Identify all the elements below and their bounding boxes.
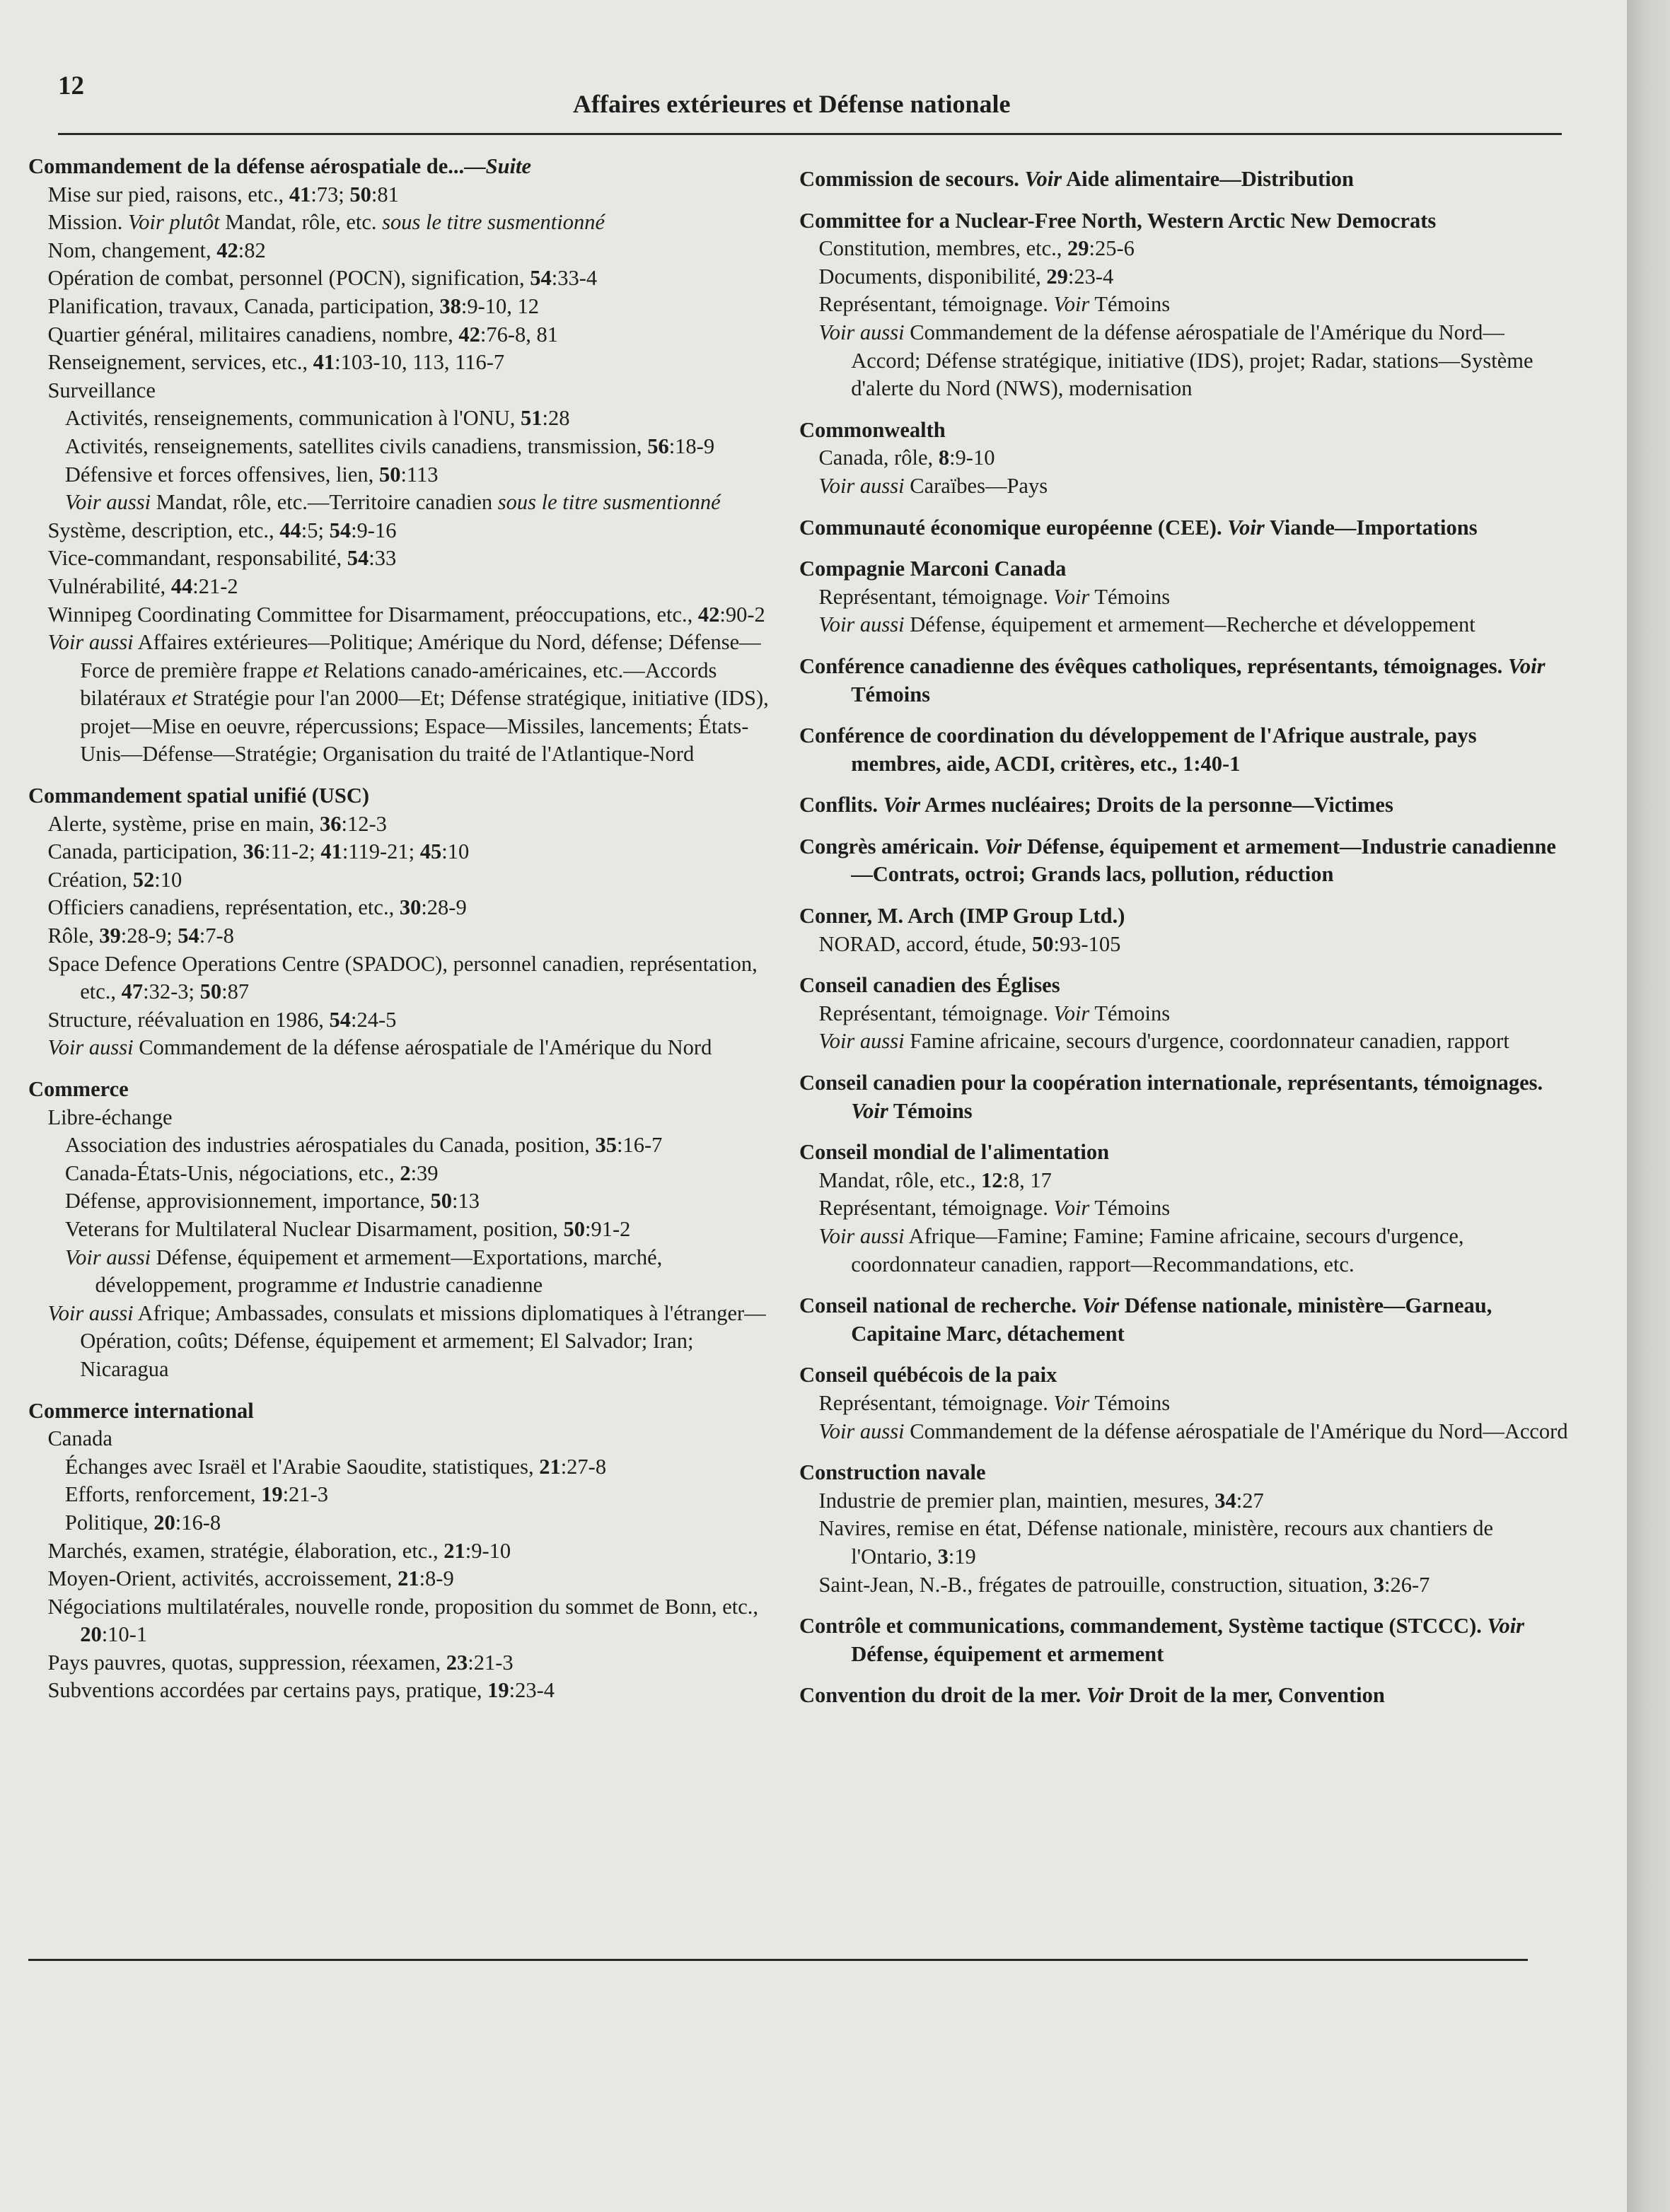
index-subentry: Mise sur pied, raisons, etc., 41:73; 50:81: [47, 182, 399, 206]
index-entry: [799, 1292, 1570, 1348]
page-number: 12: [58, 71, 84, 100]
index-subentry: Canada: [47, 1426, 112, 1451]
index-column-right: [799, 165, 1570, 1723]
index-subentry: Constitution, membres, etc., 29:25-6: [818, 236, 1135, 261]
index-subentry: Création, 52:10: [47, 867, 182, 892]
index-subentry: Alerte, système, prise en main, 36:12-3: [47, 811, 387, 836]
index-subentry: Officiers canadiens, représentation, etc., 30:28-9: [47, 895, 467, 920]
index-subsubentry: Politique, 20:16-8: [64, 1510, 221, 1535]
index-subentry: Documents, disponibilité, 29:23-4: [818, 264, 1114, 289]
index-entry: [28, 782, 778, 1062]
index-entry: [799, 1069, 1570, 1125]
index-subsubentry: Voir aussi Mandat, rôle, etc.—Territoire canadien sous le titre susmentionné: [64, 490, 721, 515]
index-subentry: Négociations multilatérales, nouvelle ronde, proposition du sommet de Bonn, etc., 20:10-1: [47, 1594, 759, 1647]
index-entry: [799, 207, 1570, 403]
index-entry: [28, 153, 778, 769]
index-subentry: Space Defence Operations Centre (SPADOC), personnel canadien, représentation, etc., 47:32-3; 50:87: [47, 951, 758, 1004]
index-column-left: [28, 153, 778, 1718]
index-entry: [799, 1459, 1570, 1599]
index-subentry: Marchés, examen, stratégie, élaboration, etc., 21:9-10: [47, 1538, 511, 1563]
index-subsubentry: Efforts, renforcement, 19:21-3: [64, 1482, 328, 1507]
index-subentry: Voir aussi Famine africaine, secours d'urgence, coordonnateur canadien, rapport: [818, 1029, 1509, 1054]
footer-rule: [28, 1959, 1528, 1961]
index-heading: Conseil national de recherche. Voir Défense nationale, ministère—Garneau, Capitaine Marc, détachement: [799, 1293, 1492, 1346]
index-heading: Conférence canadienne des évêques catholiques, représentants, témoignages. Voir Témoins: [799, 653, 1546, 706]
index-entry: [799, 555, 1570, 639]
index-entry: [799, 1682, 1570, 1710]
index-subsubentry: Activités, renseignements, communication à l'ONU, 51:28: [64, 406, 570, 431]
index-subentry: Industrie de premier plan, maintien, mesures, 34:27: [818, 1488, 1264, 1513]
index-subentry: Renseignement, services, etc., 41:103-10, 113, 116-7: [47, 350, 505, 375]
running-head: Affaires extérieures et Défense nationale: [573, 90, 1011, 118]
index-subentry: Vulnérabilité, 44:21-2: [47, 574, 238, 598]
index-entry: [799, 1139, 1570, 1279]
index-subsubentry: Veterans for Multilateral Nuclear Disarmament, position, 50:91-2: [64, 1216, 631, 1241]
index-heading: Commandement de la défense aérospatiale de...—Suite: [28, 154, 532, 178]
index-heading: Contrôle et communications, commandement, Système tactique (STCCC). Voir Défense, équipement et armement: [799, 1614, 1525, 1666]
index-heading: Conner, M. Arch (IMP Group Ltd.): [799, 904, 1125, 929]
index-heading: Conseil canadien pour la coopération internationale, représentants, témoignages. Voir Témoins: [799, 1071, 1543, 1123]
index-subentry: Rôle, 39:28-9; 54:7-8: [47, 924, 234, 948]
index-subsubentry: Activités, renseignements, satellites civils canadiens, transmission, 56:18-9: [64, 433, 715, 458]
index-subsubentry: Voir aussi Défense, équipement et armement—Exportations, marché, développement, programme et Industrie canadienne: [64, 1245, 663, 1298]
index-entry: [799, 1361, 1570, 1445]
index-entry: [799, 833, 1570, 889]
index-subsubentry: Canada-États-Unis, négociations, etc., 2:39: [64, 1160, 439, 1185]
index-subsubentry: Défense, approvisionnement, importance, 50:13: [64, 1189, 480, 1213]
index-subentry: Opération de combat, personnel (POCN), signification, 54:33-4: [47, 266, 598, 291]
index-heading: Convention du droit de la mer. Voir Droit de la mer, Convention: [799, 1683, 1385, 1708]
index-subentry: Représentant, témoignage. Voir Témoins: [818, 1390, 1171, 1415]
index-subentry: Représentant, témoignage. Voir Témoins: [818, 584, 1171, 609]
index-subentry: NORAD, accord, étude, 50:93-105: [818, 931, 1121, 956]
index-subentry: Voir aussi Afrique; Ambassades, consulats et missions diplomatiques à l'étranger—Opération, coûts; Défense, équipement et armement; El Salvador; Iran; Nicaragua: [47, 1300, 766, 1381]
index-heading: Commerce international: [28, 1398, 254, 1423]
index-subentry: Représentant, témoignage. Voir Témoins: [818, 1196, 1171, 1221]
index-subentry: Voir aussi Commandement de la défense aérospatiale de l'Amérique du Nord—Accord: [818, 1419, 1568, 1443]
index-subsubentry: Défensive et forces offensives, lien, 50:113: [64, 462, 439, 487]
index-heading: Commission de secours. Voir Aide alimentaire—Distribution: [799, 167, 1355, 191]
index-subentry: Structure, réévaluation en 1986, 54:24-5: [47, 1007, 397, 1032]
index-subentry: Voir aussi Défense, équipement et armement—Recherche et développement: [818, 612, 1475, 637]
index-subentry: Libre-échange: [47, 1105, 173, 1129]
index-subentry: Surveillance: [47, 378, 156, 402]
index-subentry: Quartier général, militaires canadiens, nombre, 42:76-8, 81: [47, 322, 559, 347]
index-subentry: Voir aussi Affaires extérieures—Politique; Amérique du Nord, défense; Défense—Force de première frappe et Relations canado-américaines, etc.—Accords bilatéraux et Stratégie pour l'an 2000—Et; Défense stratégique, initiative (IDS), projet—Mise en oeuvre, répercussions; Espace—Missiles, lancements; États-Unis—Défense—Stratégie; Organisation du traité de l'Atlantique-Nord: [47, 630, 769, 767]
index-entry: [799, 902, 1570, 958]
page-edge: [1627, 0, 1670, 2212]
index-subentry: Subventions accordées par certains pays, pratique, 19:23-4: [47, 1678, 555, 1703]
index-subentry: Pays pauvres, quotas, suppression, réexamen, 23:21-3: [47, 1650, 514, 1675]
index-heading: Conseil québécois de la paix: [799, 1363, 1057, 1387]
index-entry: [28, 1076, 778, 1384]
index-subentry: Voir aussi Commandement de la défense aérospatiale de l'Amérique du Nord: [47, 1035, 712, 1060]
index-heading: Construction navale: [799, 1460, 986, 1485]
index-entry: [799, 165, 1570, 194]
index-heading: Conférence de coordination du développement de l'Afrique australe, pays membres, aide, ACDI, critères, etc., 1:40-1: [799, 723, 1477, 776]
index-heading: Commerce: [28, 1077, 129, 1101]
index-subentry: Navires, remise en état, Défense nationale, ministère, recours aux chantiers de l'Ontario, 3:19: [818, 1516, 1494, 1568]
header-rule: [58, 133, 1562, 135]
index-heading: Committee for a Nuclear-Free North, Western Arctic New Democrats: [799, 208, 1437, 233]
index-subentry: Mandat, rôle, etc., 12:8, 17: [818, 1168, 1052, 1192]
index-entry: [799, 514, 1570, 542]
index-heading: Congrès américain. Voir Défense, équipement et armement—Industrie canadienne—Contrats, octroi; Grands lacs, pollution, réduction: [799, 834, 1556, 887]
index-entry: [28, 1397, 778, 1706]
index-subsubentry: Échanges avec Israël et l'Arabie Saoudite, statistiques, 21:27-8: [64, 1454, 607, 1479]
index-heading: Commonwealth: [799, 417, 946, 442]
index-heading: Conseil canadien des Églises: [799, 973, 1060, 998]
index-subentry: Mission. Voir plutôt Mandat, rôle, etc. sous le titre susmentionné: [47, 210, 605, 235]
index-heading: Conflits. Voir Armes nucléaires; Droits de la personne—Victimes: [799, 793, 1393, 817]
index-entry: [799, 417, 1570, 501]
index-subentry: Représentant, témoignage. Voir Témoins: [818, 292, 1171, 317]
index-entry: [799, 653, 1570, 709]
index-subentry: Vice-commandant, responsabilité, 54:33: [47, 546, 397, 571]
index-heading: Commandement spatial unifié (USC): [28, 784, 370, 808]
index-subentry: Voir aussi Commandement de la défense aérospatiale de l'Amérique du Nord—Accord; Défense stratégique, initiative (IDS), projet; Radar, stations—Système d'alerte du Nord (NWS), modernisation: [818, 320, 1533, 401]
index-subentry: Canada, participation, 36:11-2; 41:119-21; 45:10: [47, 839, 470, 864]
index-heading: Communauté économique européenne (CEE). Voir Viande—Importations: [799, 515, 1478, 540]
index-subentry: Planification, travaux, Canada, participation, 38:9-10, 12: [47, 293, 539, 318]
index-subentry: Winnipeg Coordinating Committee for Disarmament, préoccupations, etc., 42:90-2: [47, 602, 765, 627]
index-subsubentry: Association des industries aérospatiales du Canada, position, 35:16-7: [64, 1133, 663, 1158]
index-entry: [799, 791, 1570, 820]
index-entry: [799, 722, 1570, 778]
index-heading: Conseil mondial de l'alimentation: [799, 1140, 1110, 1165]
index-subentry: Voir aussi Afrique—Famine; Famine; Famine africaine, secours d'urgence, coordonnateur canadien, rapport—Recommandations, etc.: [818, 1224, 1464, 1276]
index-subentry: Représentant, témoignage. Voir Témoins: [818, 1001, 1171, 1025]
index-subentry: Voir aussi Caraïbes—Pays: [818, 473, 1048, 498]
index-subentry: Saint-Jean, N.-B., frégates de patrouille, construction, situation, 3:26-7: [818, 1572, 1430, 1597]
index-subentry: Moyen-Orient, activités, accroissement, 21:8-9: [47, 1566, 454, 1591]
index-subentry: Nom, changement, 42:82: [47, 238, 266, 262]
index-entry: [799, 972, 1570, 1056]
index-entry: [799, 1612, 1570, 1668]
index-subentry: Système, description, etc., 44:5; 54:9-16: [47, 518, 397, 542]
index-heading: Compagnie Marconi Canada: [799, 557, 1067, 581]
index-subentry: Canada, rôle, 8:9-10: [818, 446, 995, 470]
